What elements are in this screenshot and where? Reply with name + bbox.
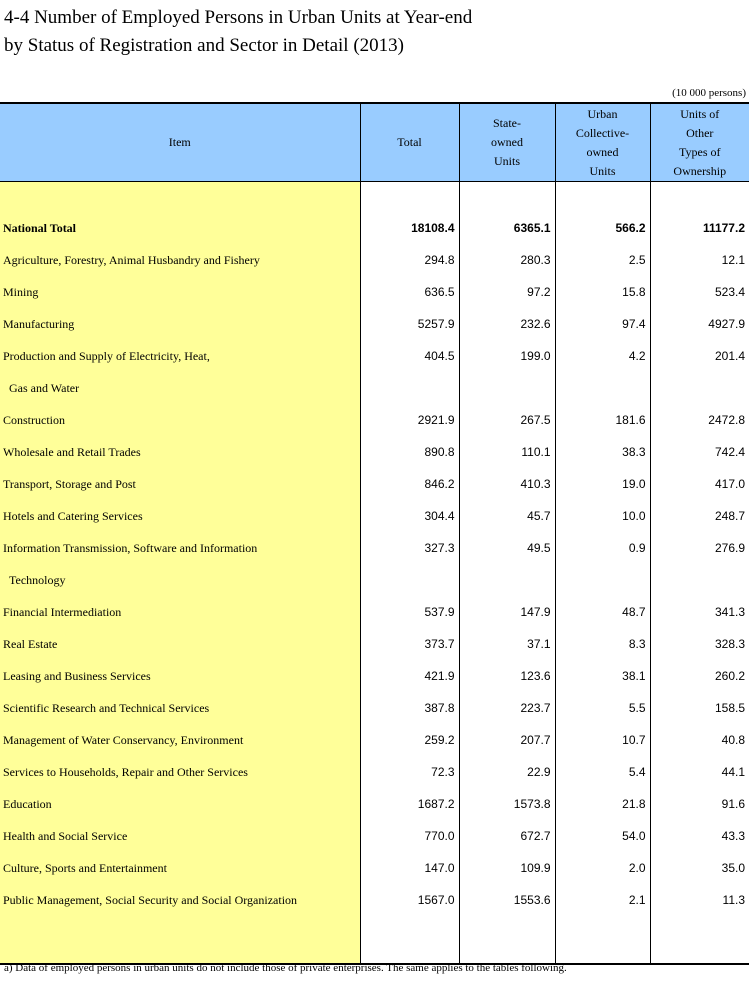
state-owned-cell: 49.5 (459, 532, 555, 564)
header-line: Types of (679, 144, 721, 159)
header-line: Other (686, 125, 714, 140)
table-row (0, 500, 749, 532)
urban-collective-cell: 54.0 (555, 820, 650, 852)
other-ownership-cell: 201.4 (650, 340, 749, 372)
urban-collective-cell: 5.5 (555, 692, 650, 724)
header-line: Units (493, 154, 520, 168)
table-row (0, 596, 749, 628)
footnote: a) Data of employed persons in urban units do not include those of private enterprises. The same applies to the tables following. (4, 962, 567, 974)
urban-collective-cell: 15.8 (555, 276, 650, 308)
item-cell: Education (0, 788, 360, 820)
table-row (0, 660, 749, 692)
urban-collective-cell: 21.8 (555, 788, 650, 820)
state-owned-cell: 1573.8 (459, 788, 555, 820)
state-owned-cell: 147.9 (459, 596, 555, 628)
state-owned-cell: 280.3 (459, 244, 555, 276)
urban-collective-cell: 8.3 (555, 628, 650, 660)
table-row (0, 820, 749, 852)
other-ownership-cell: 40.8 (650, 724, 749, 756)
item-cell: Wholesale and Retail Trades (0, 436, 360, 468)
urban-collective-cell: 5.4 (555, 756, 650, 788)
item-cell: Transport, Storage and Post (0, 468, 360, 500)
other-ownership-cell: 523.4 (650, 276, 749, 308)
item-cell: National Total (0, 212, 360, 244)
other-ownership-cell: 12.1 (650, 244, 749, 276)
spacer-cell (650, 182, 749, 213)
state-owned-cell: 109.9 (459, 852, 555, 884)
table-row (0, 308, 749, 340)
state-owned-cell: 410.3 (459, 468, 555, 500)
state-owned-cell: 22.9 (459, 756, 555, 788)
other-ownership-cell: 35.0 (650, 852, 749, 884)
employment-table (0, 102, 749, 965)
total-cell: 770.0 (360, 820, 459, 852)
total-cell: 327.3 (360, 532, 459, 564)
other-ownership-cell: 2472.8 (650, 404, 749, 436)
item-cell: Hotels and Catering Services (0, 500, 360, 532)
item-cell: Real Estate (0, 628, 360, 660)
header-line: Urban (587, 106, 618, 121)
table-row (0, 884, 749, 916)
urban-collective-cell: 19.0 (555, 468, 650, 500)
table-row (0, 244, 749, 276)
other-ownership-cell: 328.3 (650, 628, 749, 660)
title-line-1: 4-4 Number of Employed Persons in Urban Units at Year-end (4, 7, 473, 28)
total-cell: 421.9 (360, 660, 459, 692)
table-row (0, 756, 749, 788)
urban-collective-cell (555, 372, 650, 404)
spacer-cell (0, 916, 360, 964)
item-cell: Construction (0, 404, 360, 436)
table-body (0, 182, 749, 965)
urban-collective-cell: 566.2 (555, 212, 650, 244)
other-ownership-cell: 44.1 (650, 756, 749, 788)
state-owned-cell: 207.7 (459, 724, 555, 756)
spacer-cell (555, 182, 650, 213)
item-cell: Financial Intermediation (0, 596, 360, 628)
total-cell: 636.5 (360, 276, 459, 308)
other-ownership-cell: 91.6 (650, 788, 749, 820)
header-line: Units (589, 163, 616, 178)
state-owned-cell (459, 564, 555, 596)
item-cell: Culture, Sports and Entertainment (0, 852, 360, 884)
table-row (0, 564, 749, 596)
item-cell: Production and Supply of Electricity, Heat, (0, 340, 360, 372)
total-cell: 18108.4 (360, 212, 459, 244)
urban-collective-cell: 10.0 (555, 500, 650, 532)
total-cell: 890.8 (360, 436, 459, 468)
urban-collective-cell: 38.3 (555, 436, 650, 468)
urban-collective-cell: 2.1 (555, 884, 650, 916)
header-line: State- (493, 116, 521, 130)
other-ownership-cell: 43.3 (650, 820, 749, 852)
header-urban-collective (555, 103, 650, 182)
total-cell: 304.4 (360, 500, 459, 532)
urban-collective-cell: 38.1 (555, 660, 650, 692)
total-cell (360, 564, 459, 596)
header-total: Total (360, 103, 459, 182)
urban-collective-cell: 48.7 (555, 596, 650, 628)
item-cell: Leasing and Business Services (0, 660, 360, 692)
urban-collective-cell (555, 564, 650, 596)
total-cell (360, 372, 459, 404)
total-cell: 2921.9 (360, 404, 459, 436)
state-owned-cell: 110.1 (459, 436, 555, 468)
state-owned-cell: 37.1 (459, 628, 555, 660)
item-cell: Health and Social Service (0, 820, 360, 852)
total-cell: 373.7 (360, 628, 459, 660)
other-ownership-cell: 742.4 (650, 436, 749, 468)
urban-collective-cell: 2.5 (555, 244, 650, 276)
state-owned-cell (459, 372, 555, 404)
header-item: Item (0, 103, 360, 182)
header-row (0, 103, 749, 182)
other-ownership-cell: 158.5 (650, 692, 749, 724)
other-ownership-cell: 341.3 (650, 596, 749, 628)
header-other-ownership (650, 103, 749, 182)
table-row (0, 340, 749, 372)
total-cell: 5257.9 (360, 308, 459, 340)
total-cell: 537.9 (360, 596, 459, 628)
unit-label: (10 000 persons) (672, 87, 746, 99)
header-line: Units of (680, 106, 720, 121)
urban-collective-cell: 181.6 (555, 404, 650, 436)
spacer-cell (459, 916, 555, 964)
total-cell: 147.0 (360, 852, 459, 884)
header-state-owned (459, 103, 555, 182)
urban-collective-cell: 2.0 (555, 852, 650, 884)
state-owned-cell: 672.7 (459, 820, 555, 852)
total-cell: 259.2 (360, 724, 459, 756)
urban-collective-cell: 97.4 (555, 308, 650, 340)
spacer-cell (360, 916, 459, 964)
table-row (0, 276, 749, 308)
other-ownership-cell: 11177.2 (650, 212, 749, 244)
other-ownership-cell: 276.9 (650, 532, 749, 564)
urban-collective-cell: 4.2 (555, 340, 650, 372)
state-owned-cell: 123.6 (459, 660, 555, 692)
table-row (0, 532, 749, 564)
spacer-cell (459, 182, 555, 213)
item-cell: Services to Households, Repair and Other Services (0, 756, 360, 788)
table-row (0, 724, 749, 756)
other-ownership-cell: 417.0 (650, 468, 749, 500)
spacer-row (0, 916, 749, 964)
table-row (0, 628, 749, 660)
table-row (0, 404, 749, 436)
total-cell: 387.8 (360, 692, 459, 724)
urban-collective-cell: 0.9 (555, 532, 650, 564)
other-ownership-cell (650, 564, 749, 596)
urban-collective-cell: 10.7 (555, 724, 650, 756)
data-table-container (0, 102, 749, 965)
item-cell: Public Management, Social Security and Social Organization (0, 884, 360, 916)
spacer-cell (555, 916, 650, 964)
state-owned-cell: 199.0 (459, 340, 555, 372)
total-cell: 72.3 (360, 756, 459, 788)
item-cell: Technology (0, 564, 360, 596)
other-ownership-cell: 248.7 (650, 500, 749, 532)
item-cell: Information Transmission, Software and Information (0, 532, 360, 564)
table-row (0, 212, 749, 244)
state-owned-cell: 1553.6 (459, 884, 555, 916)
other-ownership-cell: 260.2 (650, 660, 749, 692)
header-line: owned (491, 135, 523, 149)
table-row (0, 468, 749, 500)
state-owned-cell: 267.5 (459, 404, 555, 436)
total-cell: 294.8 (360, 244, 459, 276)
spacer-cell (0, 182, 360, 213)
item-cell: Management of Water Conservancy, Environment (0, 724, 360, 756)
table-row (0, 788, 749, 820)
state-owned-cell: 232.6 (459, 308, 555, 340)
table-row (0, 372, 749, 404)
item-cell: Manufacturing (0, 308, 360, 340)
page-title (4, 4, 472, 60)
table-row (0, 436, 749, 468)
spacer-cell (360, 182, 459, 213)
table-row (0, 692, 749, 724)
total-cell: 404.5 (360, 340, 459, 372)
total-cell: 1567.0 (360, 884, 459, 916)
state-owned-cell: 223.7 (459, 692, 555, 724)
header-line: Collective- (575, 125, 630, 140)
spacer-cell (650, 916, 749, 964)
total-cell: 1687.2 (360, 788, 459, 820)
header-line: Ownership (673, 163, 727, 178)
other-ownership-cell (650, 372, 749, 404)
item-cell: Agriculture, Forestry, Animal Husbandry and Fishery (0, 244, 360, 276)
item-cell: Scientific Research and Technical Services (0, 692, 360, 724)
state-owned-cell: 97.2 (459, 276, 555, 308)
spacer-row (0, 182, 749, 213)
state-owned-cell: 6365.1 (459, 212, 555, 244)
other-ownership-cell: 4927.9 (650, 308, 749, 340)
state-owned-cell: 45.7 (459, 500, 555, 532)
title-line-2: by Status of Registration and Sector in Detail (2013) (4, 35, 404, 56)
item-cell: Gas and Water (0, 372, 360, 404)
other-ownership-cell: 11.3 (650, 884, 749, 916)
item-cell: Mining (0, 276, 360, 308)
total-cell: 846.2 (360, 468, 459, 500)
header-line: owned (586, 144, 619, 159)
table-row (0, 852, 749, 884)
